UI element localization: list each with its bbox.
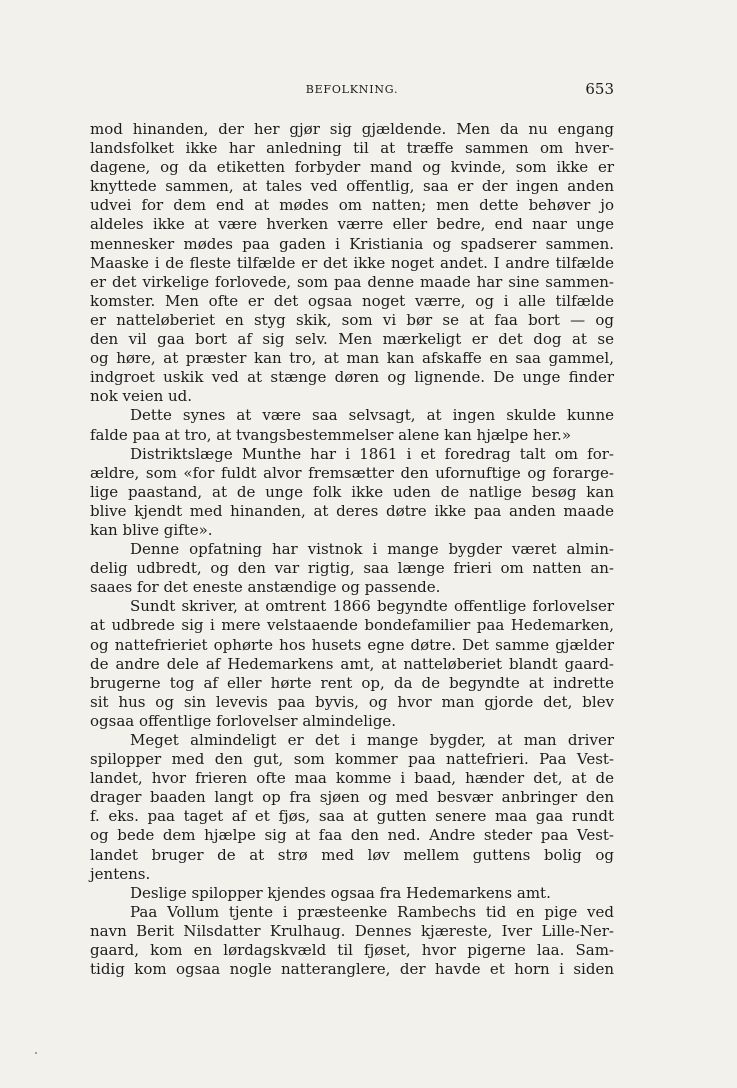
text-line: tidig kom ogsaa nogle natteranglere, der havde et horn i siden — [90, 960, 614, 979]
text-line: spilopper med den gut, som kommer paa nattefrieri. Paa Vest- — [90, 750, 614, 769]
text-line: landet bruger de at strø med løv mellem guttens bolig og — [90, 845, 614, 864]
text-line: den vil gaa bort af sig selv. Men mærkeligt er det dog at se — [90, 330, 614, 349]
text-line: mod hinanden, der her gjør sig gjældende. Men da nu engang — [90, 120, 614, 138]
text-line: sit hus og sin levevis paa byvis, og hvor man gjorde det, blev — [90, 692, 614, 711]
text-line: nok veien ud. — [90, 387, 193, 406]
text-line: og bede dem hjælpe sig at faa den ned. Andre steder paa Vest- — [90, 826, 614, 845]
text-line: falde paa at tro, at tvangsbestemmelser alene kan hjælpe her.» — [90, 425, 572, 444]
text-line: er natteløberiet en styg skik, som vi bør se at faa bort — og — [90, 310, 614, 329]
text-line: Distriktslæge Munthe har i 1861 i et foredrag talt om for- — [130, 444, 614, 463]
text-line: indgroet uskik ved at stænge døren og lignende. De unge finder — [90, 368, 614, 387]
text-line: Denne opfatning har vistnok i mange bygder været almin- — [130, 540, 614, 559]
text-line: udvei for dem end at mødes om natten; men dette behøver jo — [90, 196, 614, 215]
text-line: brugerne tog af eller hørte rent op, da de begyndte at indrette — [90, 673, 614, 692]
text-line: landsfolket ikke har anledning til at træffe sammen om hver- — [90, 139, 614, 158]
text-line: Sundt skriver, at omtrent 1866 begyndte offentlige forlovelser — [130, 597, 614, 616]
running-title: BEFOLKNING. — [305, 83, 399, 96]
text-line: gaard, kom en lørdagskvæld til fjøset, hvor pigerne laa. Sam- — [90, 941, 614, 960]
text-line: ogsaa offentlige forlovelser almindelige. — [90, 711, 397, 730]
paper-speck — [35, 1052, 37, 1054]
text-line: landet, hvor frieren ofte maa komme i baad, hænder det, at de — [90, 769, 614, 788]
text-line: drager baaden langt op fra sjøen og med besvær anbringer den — [90, 788, 614, 807]
text-line: de andre dele af Hedemarkens amt, at natteløberiet blandt gaard- — [90, 654, 614, 673]
text-line: f. eks. paa taget af et fjøs, saa at gutten senere maa gaa rundt — [90, 807, 614, 826]
text-line: Maaske i de fleste tilfælde er det ikke noget andet. I andre tilfælde — [90, 253, 614, 272]
text-line: at udbrede sig i mere velstaaende bondefamilier paa Hedemarken, — [90, 616, 614, 635]
text-line: jentens. — [90, 864, 151, 883]
text-line: dagene, og da etiketten forbyder mand og kvinde, som ikke er — [90, 158, 614, 177]
page-number: 653 — [585, 80, 614, 98]
text-line: komster. Men ofte er det ogsaa noget værre, og i alle tilfælde — [90, 291, 614, 310]
text-line: knyttede sammen, at tales ved offentlig, saa er der ingen anden — [90, 177, 614, 196]
text-line: blive kjendt med hinanden, at deres døtre ikke paa anden maade — [90, 501, 614, 520]
text-line: er det virkelige forlovede, som paa denne maade har sine sammen- — [90, 272, 614, 291]
text-line: kan blive gifte». — [90, 520, 213, 539]
text-line: Deslige spilopper kjendes ogsaa fra Hedemarkens amt. — [130, 883, 551, 902]
text-line: Dette synes at være saa selvsagt, at ingen skulde kunne — [130, 406, 614, 425]
text-line: saaes for det eneste anstændige og passende. — [90, 578, 441, 597]
text-line: navn Berit Nilsdatter Krulhaug. Dennes kjæreste, Iver Lille-Ner- — [90, 921, 614, 940]
text-line: delig udbredt, og den var rigtig, saa længe frieri om natten an- — [90, 559, 614, 578]
text-line: og høre, at præster kan tro, at man kan afskaffe en saa gammel, — [90, 349, 614, 368]
text-line: Meget almindeligt er det i mange bygder, at man driver — [130, 731, 614, 749]
text-line: aldeles ikke at være hverken værre eller bedre, end naar unge — [90, 215, 614, 234]
text-line: Paa Vollum tjente i præsteenke Rambechs tid en pige ved — [130, 902, 614, 921]
text-line: ældre, som «for fuldt alvor fremsætter den ufornuftige og forarge- — [90, 463, 614, 482]
text-line: og nattefrieriet ophørte hos husets egne døtre. Det samme gjælder — [90, 635, 614, 654]
body-text — [90, 120, 614, 979]
page-header — [90, 80, 614, 100]
text-line: lige paastand, at de unge folk ikke uden de natlige besøg kan — [90, 482, 614, 501]
text-line: mennesker mødes paa gaden i Kristiania og spadserer sammen. — [90, 234, 614, 253]
